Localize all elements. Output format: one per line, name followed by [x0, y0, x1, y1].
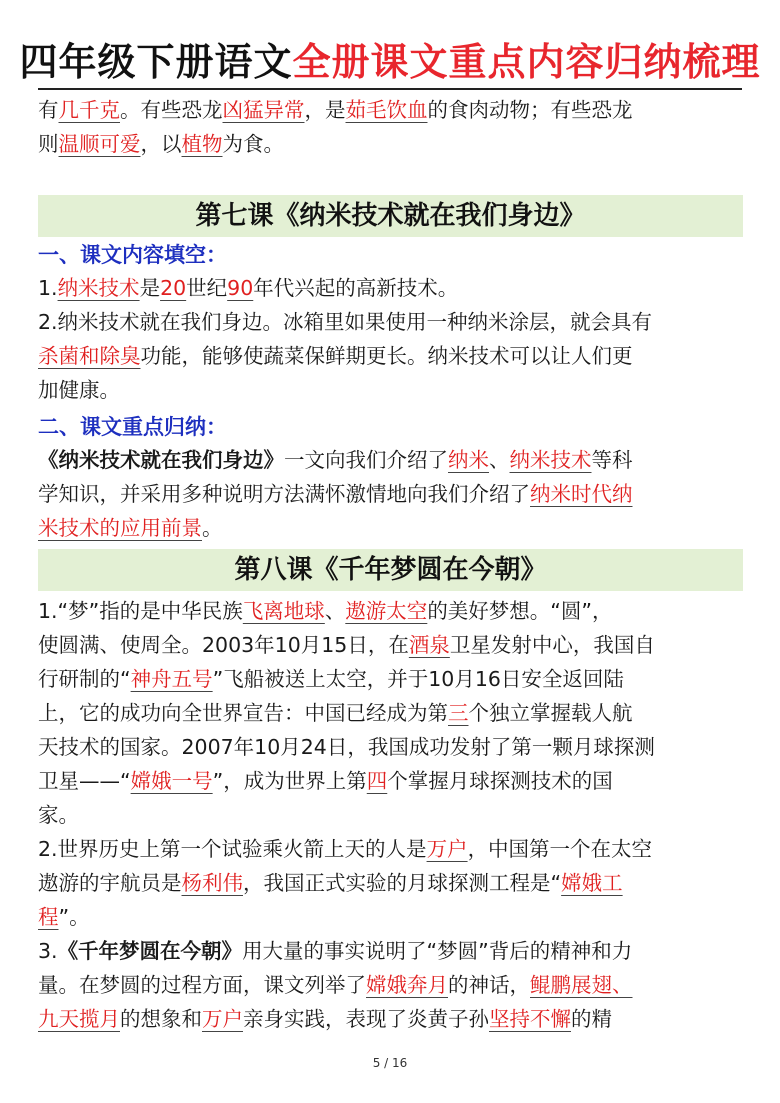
keyword: 坚持不懈: [489, 1007, 571, 1031]
text-line: [38, 339, 743, 373]
keyword: 20: [160, 276, 187, 300]
text-line: [38, 594, 743, 628]
keyword: 万户: [202, 1007, 243, 1031]
text: 的食肉动物；有些恐龙: [427, 98, 633, 122]
keyword: 四: [366, 769, 388, 793]
page-number: 5 / 16: [372, 1056, 408, 1070]
keyword: 纳米时代纳: [530, 482, 633, 506]
text: 1.: [38, 276, 58, 300]
text: 上，它的成功向全世界宣告：中国已经成为第: [38, 701, 448, 725]
text: ，中国第一个在太空: [467, 837, 653, 861]
lesson7-fill-paragraph: [38, 271, 743, 407]
text-line: [38, 934, 743, 968]
keyword: 遨游太空: [345, 599, 428, 623]
text: 有: [38, 98, 59, 122]
text: 功能，能够使蔬菜保鲜期更长。纳米技术可以让人们更: [140, 344, 633, 368]
page-title: [0, 38, 780, 86]
text: 、: [489, 448, 510, 472]
title-divider: [38, 88, 742, 90]
text: ，我国正式实验的月球探测工程是“: [243, 871, 562, 895]
text: 2.世界历史上第一个试验乘火箭上天的人是: [38, 837, 427, 861]
text: 的美好梦想。“圆”，: [427, 599, 613, 623]
text-line: [38, 696, 743, 730]
keyword: 飞离地球: [242, 599, 325, 623]
title-black-part: 四年级下册语文: [19, 40, 293, 84]
text: ”飞船被送上太空，并于10月16日安全返回陆: [212, 667, 624, 691]
text: 的神话，: [448, 973, 530, 997]
text-line: [38, 900, 743, 934]
keyword: 嫦娥奔月: [366, 973, 448, 997]
keyword: 植物: [181, 132, 223, 156]
text: 为食。: [222, 132, 284, 156]
lesson7-section1-heading: 一、课文内容填空：: [38, 243, 227, 267]
text: 学知识，并采用多种说明方法满怀激情地向我们介绍了: [38, 482, 530, 506]
lesson8-paragraph-1: [38, 594, 743, 832]
text-line: [38, 93, 743, 127]
text-line: [38, 866, 743, 900]
lesson7-summary-paragraph: [38, 443, 743, 545]
text: 等科: [591, 448, 633, 472]
text: 个独立掌握载人航: [468, 701, 633, 725]
text: 1.“梦”指的是中华民族: [38, 599, 243, 623]
lesson8-paragraph-2: [38, 832, 743, 934]
keyword: 纳米: [448, 448, 489, 472]
keyword: 米技术的应用前景: [38, 516, 202, 540]
text: 、: [324, 599, 346, 623]
text-line: [38, 511, 743, 545]
text: 一文向我们介绍了: [284, 448, 448, 472]
keyword: 鲲鹏展翅、: [530, 973, 633, 997]
text: 年代兴起的高新技术。: [253, 276, 459, 300]
text: ”。: [58, 905, 90, 929]
keyword: 茹毛饮血: [345, 98, 428, 122]
text: 3.: [38, 939, 58, 963]
text-line: [38, 968, 743, 1002]
text-line: 加健康。: [38, 378, 120, 402]
keyword: 几千克: [58, 98, 120, 122]
text-line: [38, 127, 743, 161]
text-line: [38, 628, 743, 662]
text: ，是: [304, 98, 346, 122]
text: 则: [38, 132, 59, 156]
intro-paragraph: [38, 93, 743, 161]
text: 。: [202, 516, 223, 540]
text-line: [38, 764, 743, 798]
text-line: 2.纳米技术就在我们身边。冰箱里如果使用一种纳米涂层，就会具有: [38, 310, 653, 334]
keyword: 杨利伟: [181, 871, 243, 895]
text: 是: [139, 276, 161, 300]
text: ，以: [140, 132, 182, 156]
text: 用大量的事实说明了“梦圆”背后的精神和力: [242, 939, 633, 963]
text: 的精: [571, 1007, 612, 1031]
text-line: [38, 832, 743, 866]
keyword: 嫦娥一号: [130, 769, 213, 793]
text-line: [38, 443, 743, 477]
text-line: [38, 1002, 743, 1036]
text: 亲身实践，表现了炎黄子孙: [243, 1007, 489, 1031]
text: 卫星发射中心，我国自: [449, 633, 655, 657]
keyword: 纳米技术: [57, 276, 140, 300]
text-line: 天技术的国家。2007年10月24日，我国成功发射了第一颗月球探测: [38, 735, 655, 759]
text: 量。在梦圆的过程方面，课文列举了: [38, 973, 366, 997]
keyword: 温顺可爱: [58, 132, 141, 156]
keyword: 万户: [426, 837, 468, 861]
text: ”，成为世界上第: [212, 769, 367, 793]
title-red-part: 全册课文重点内容归纳梳理: [292, 40, 761, 84]
keyword: 神舟五号: [130, 667, 213, 691]
keyword: 程: [38, 905, 59, 929]
text: 世纪: [186, 276, 228, 300]
text: 使圆满、使周全。2003年10月15日，在: [38, 633, 409, 657]
keyword: 酒泉: [408, 633, 450, 657]
text-line: [38, 271, 743, 305]
text: 的想象和: [120, 1007, 202, 1031]
lesson8-paragraph-3: [38, 934, 743, 1036]
text: 卫星——“: [38, 769, 131, 793]
text-line: [38, 662, 743, 696]
text: 《千年梦圆在今朝》: [57, 939, 243, 963]
text: 行研制的“: [38, 667, 131, 691]
keyword: 九天揽月: [38, 1007, 120, 1031]
text: 《纳米技术就在我们身边》: [38, 448, 284, 472]
text: 。有些恐龙: [120, 98, 223, 122]
text: 遨游的宇航员是: [38, 871, 182, 895]
text: 个掌握月球探测技术的国: [387, 769, 613, 793]
keyword: 纳米技术: [509, 448, 592, 472]
keyword: 三: [448, 701, 469, 725]
text-line: 家。: [38, 803, 79, 827]
lesson8-heading: 第八课《千年梦圆在今朝》: [38, 549, 743, 591]
text-line: [38, 477, 743, 511]
lesson7-heading: 第七课《纳米技术就在我们身边》: [38, 195, 743, 237]
lesson7-section2-heading: 二、课文重点归纳：: [38, 415, 227, 439]
keyword: 嫦娥工: [561, 871, 623, 895]
keyword: 90: [227, 276, 254, 300]
keyword: 杀菌和除臭: [38, 344, 141, 368]
keyword: 凶猛异常: [222, 98, 305, 122]
